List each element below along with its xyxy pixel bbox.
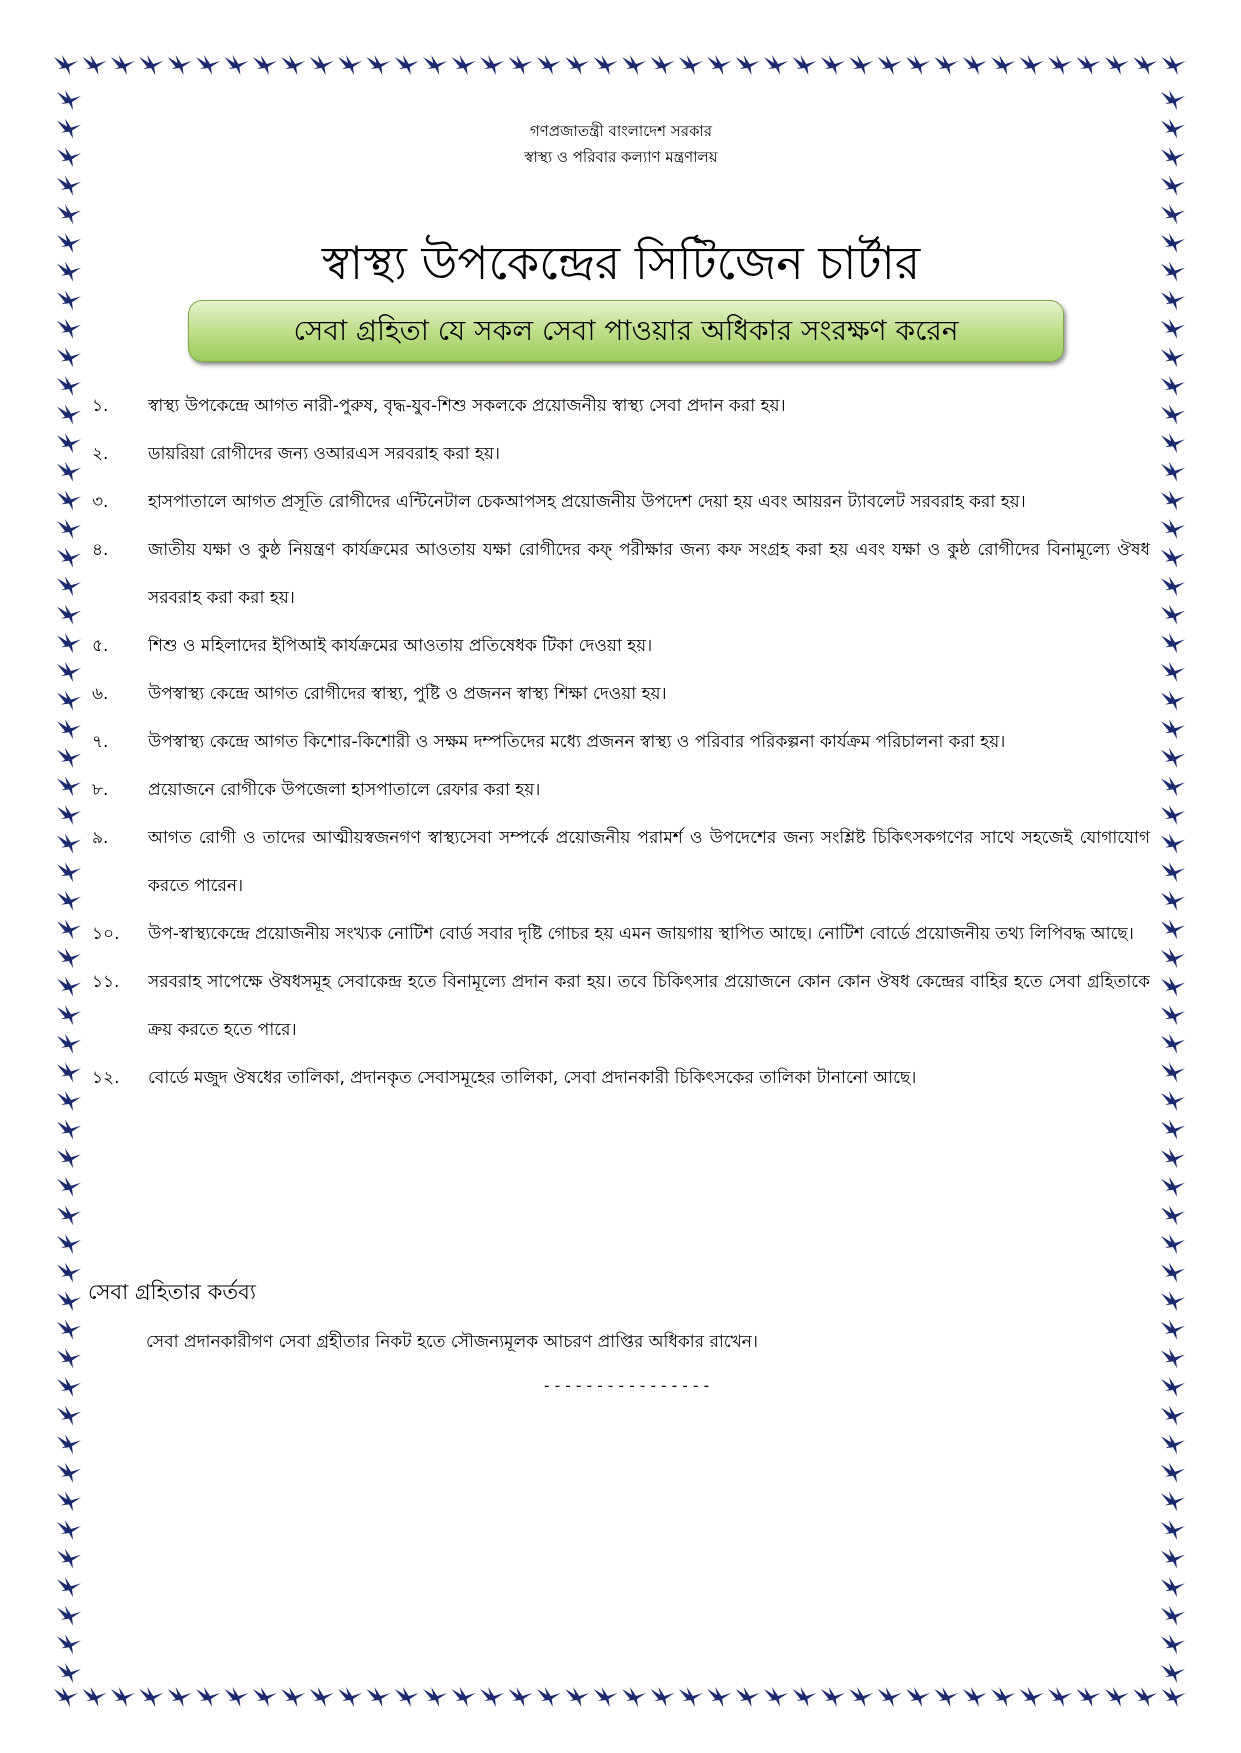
item-number: ৪. (92, 540, 109, 560)
swallow-bird-icon (1161, 1120, 1185, 1140)
swallow-bird-icon (1048, 1687, 1072, 1707)
item-text: আগত রোগী ও তাদের আত্মীয়স্বজনগণ স্বাস্থ্যসেবা সম্পর্কে প্রয়োজনীয় পরামর্শ ও উপদেশের জন্য সংশ্লিষ্ট চিকিৎসকগণের সাথে সহজেই যোগাযোগ করতে পারেন। (148, 828, 1150, 896)
swallow-bird-icon (1161, 548, 1185, 568)
swallow-bird-icon (1161, 1491, 1185, 1511)
list-item (92, 718, 1150, 766)
swallow-bird-icon (1161, 1291, 1185, 1311)
swallow-bird-icon (1161, 605, 1185, 625)
swallow-bird-icon (1161, 147, 1185, 167)
swallow-bird-icon (1161, 1434, 1185, 1454)
swallow-bird-icon (1161, 1520, 1185, 1540)
swallow-bird-icon (594, 55, 618, 75)
swallow-bird-icon (1161, 662, 1185, 682)
item-text: উপস্বাস্থ্য কেন্দ্রে আগত রোগীদের স্বাস্থ্য, পুষ্টি ও প্রজনন স্বাস্থ্য শিক্ষা দেওয়া হয়। (148, 684, 667, 704)
swallow-bird-icon (1161, 633, 1185, 653)
swallow-bird-icon (310, 1687, 334, 1707)
swallow-bird-icon (57, 1663, 81, 1683)
item-number: ৬. (92, 684, 109, 704)
swallow-bird-icon (57, 1062, 81, 1082)
swallow-bird-icon (1161, 977, 1185, 997)
swallow-bird-icon (57, 233, 81, 253)
item-number: ১. (92, 396, 109, 416)
item-number: ১০. (92, 924, 120, 944)
swallow-bird-icon (1161, 919, 1185, 939)
swallow-bird-icon (679, 55, 703, 75)
swallow-bird-icon (764, 1687, 788, 1707)
list-item (92, 526, 1150, 622)
swallow-bird-icon (821, 55, 845, 75)
swallow-bird-icon (57, 1377, 81, 1397)
swallow-bird-icon (1161, 90, 1185, 110)
swallow-bird-icon (1161, 119, 1185, 139)
swallow-bird-icon (1076, 1687, 1100, 1707)
swallow-bird-icon (736, 55, 760, 75)
swallow-bird-icon (878, 55, 902, 75)
item-text: শিশু ও মহিলাদের ইপিআই কার্যক্রমের আওতায় প্রতিষেধক টিকা দেওয়া হয়। (148, 636, 653, 656)
swallow-bird-icon (139, 1687, 163, 1707)
swallow-bird-icon (111, 1687, 135, 1707)
item-number: ১১. (92, 972, 120, 992)
swallow-bird-icon (934, 55, 958, 75)
swallow-bird-icon (57, 1177, 81, 1197)
swallow-bird-icon (395, 55, 419, 75)
swallow-bird-icon (878, 1687, 902, 1707)
swallow-bird-icon (1161, 176, 1185, 196)
swallow-bird-icon (1161, 1062, 1185, 1082)
swallow-bird-icon (1161, 204, 1185, 224)
swallow-bird-icon (57, 462, 81, 482)
swallow-bird-icon (57, 1406, 81, 1426)
swallow-bird-icon (1161, 691, 1185, 711)
swallow-bird-icon (1161, 1148, 1185, 1168)
list-item (92, 1054, 1150, 1102)
list-item (92, 670, 1150, 718)
swallow-bird-icon (1161, 1377, 1185, 1397)
swallow-bird-icon (139, 55, 163, 75)
swallow-bird-icon (1161, 1234, 1185, 1254)
swallow-bird-icon (1161, 948, 1185, 968)
list-item (92, 814, 1150, 910)
swallow-bird-icon (849, 1687, 873, 1707)
swallow-bird-icon (168, 55, 192, 75)
swallow-bird-icon (508, 1687, 532, 1707)
swallow-bird-icon (57, 834, 81, 854)
swallow-bird-icon (253, 1687, 277, 1707)
swallow-bird-icon (707, 55, 731, 75)
item-text: স্বাস্থ্য উপকেন্দ্রে আগত নারী-পুরুষ, বৃদ্ধ-যুব-শিশু সকলকে প্রয়োজনীয় স্বাস্থ্য সেবা প্রদান করা হয়। (148, 396, 786, 416)
swallow-bird-icon (1161, 834, 1185, 854)
swallow-bird-icon (57, 319, 81, 339)
swallow-bird-icon (366, 55, 390, 75)
swallow-bird-icon (57, 862, 81, 882)
swallow-bird-icon (622, 55, 646, 75)
swallow-bird-icon (565, 55, 589, 75)
swallow-bird-icon (679, 1687, 703, 1707)
swallow-bird-icon (57, 1520, 81, 1540)
swallow-bird-icon (57, 519, 81, 539)
swallow-bird-icon (1161, 490, 1185, 510)
swallow-bird-icon (57, 662, 81, 682)
swallow-bird-icon (934, 1687, 958, 1707)
swallow-bird-icon (821, 1687, 845, 1707)
swallow-bird-icon (224, 1687, 248, 1707)
swallow-bird-icon (650, 55, 674, 75)
page-title: স্বাস্থ্য উপকেন্দ্রের সিটিজেন চার্টার (321, 235, 921, 290)
item-text: প্রয়োজনে রোগীকে উপজেলা হাসপাতালে রেফার করা হয়। (148, 780, 541, 800)
swallow-bird-icon (594, 1687, 618, 1707)
item-text: সরবরাহ সাপেক্ষে ঔষধসমূহ সেবাকেন্দ্র হতে বিনামূল্যে প্রদান করা হয়। তবে চিকিৎসার প্রয়োজনে কোন কোন ঔষধ কেন্দ্রের বাহির হতে সেবা গ্রহিতাকে ক্রয় করতে হতে পারে। (148, 972, 1150, 1040)
swallow-bird-icon (57, 748, 81, 768)
item-text: উপস্বাস্থ্য কেন্দ্রে আগত কিশোর-কিশোরী ও সক্ষম দম্পতিদের মধ্যে প্রজনন স্বাস্থ্য ও পরিবার পরিকল্পনা কার্যক্রম পরিচালনা করা হয়। (148, 732, 1006, 752)
item-number: ৮. (92, 780, 109, 800)
ministry-name: স্বাস্থ্য ও পরিবার কল্যাণ মন্ত্রণালয় (524, 148, 718, 166)
swallow-bird-icon (57, 776, 81, 796)
swallow-bird-icon (196, 55, 220, 75)
swallow-bird-icon (57, 691, 81, 711)
swallow-bird-icon (1161, 776, 1185, 796)
swallow-bird-icon (57, 977, 81, 997)
swallow-bird-icon (1161, 233, 1185, 253)
page-border-right (1154, 48, 1192, 1718)
swallow-bird-icon (508, 55, 532, 75)
swallow-bird-icon (57, 1005, 81, 1025)
item-text: হাসপাতালে আগত প্রসূতি রোগীদের এন্টিনেটাল চেকআপসহ প্রয়োজনীয় উপদেশ দেয়া হয় এবং আয়রন ট্যাবলেট সরবরাহ করা হয়। (148, 492, 1026, 512)
swallow-bird-icon (537, 1687, 561, 1707)
swallow-bird-icon (1161, 862, 1185, 882)
item-number: ১২. (92, 1068, 120, 1088)
swallow-bird-icon (1161, 1263, 1185, 1283)
swallow-bird-icon (1161, 576, 1185, 596)
item-number: ২. (92, 444, 109, 464)
swallow-bird-icon (1161, 719, 1185, 739)
swallow-bird-icon (991, 1687, 1015, 1707)
swallow-bird-icon (57, 1577, 81, 1597)
swallow-bird-icon (57, 548, 81, 568)
swallow-bird-icon (57, 605, 81, 625)
swallow-bird-icon (565, 1687, 589, 1707)
item-text: জাতীয় যক্ষা ও কুষ্ঠ নিয়ন্ত্রণ কার্যক্রমের আওতায় যক্ষা রোগীদের কফ্ পরীক্ষার জন্য কফ সংগ্রহ করা হয় এবং যক্ষা ও কুষ্ঠ রোগীদের বিনামূল্যে ঔষধ সরবরাহ করা করা হয়। (148, 540, 1150, 608)
swallow-bird-icon (57, 1091, 81, 1111)
swallow-bird-icon (1161, 1406, 1185, 1426)
swallow-bird-icon (906, 55, 930, 75)
swallow-bird-icon (57, 1205, 81, 1225)
swallow-bird-icon (1161, 462, 1185, 482)
swallow-bird-icon (281, 1687, 305, 1707)
swallow-bird-icon (537, 55, 561, 75)
swallow-bird-icon (792, 1687, 816, 1707)
swallow-bird-border-icon (50, 48, 88, 1718)
swallow-bird-icon (1076, 55, 1100, 75)
swallow-bird-border-icon (50, 1680, 1192, 1718)
end-divider: ---------------- (542, 1376, 713, 1395)
swallow-bird-icon (196, 1687, 220, 1707)
swallow-bird-icon (1161, 748, 1185, 768)
swallow-bird-icon (253, 55, 277, 75)
swallow-bird-icon (1161, 1034, 1185, 1054)
swallow-bird-icon (963, 1687, 987, 1707)
swallow-bird-icon (57, 347, 81, 367)
swallow-bird-icon (906, 1687, 930, 1707)
swallow-bird-icon (1161, 1177, 1185, 1197)
swallow-bird-icon (1161, 347, 1185, 367)
swallow-bird-icon (452, 55, 476, 75)
item-number: ৯. (92, 828, 109, 848)
swallow-bird-icon (764, 55, 788, 75)
swallow-bird-icon (57, 119, 81, 139)
duties-heading: সেবা গ্রহিতার কর্তব্য (88, 1280, 256, 1304)
swallow-bird-icon (1161, 1634, 1185, 1654)
swallow-bird-icon (57, 433, 81, 453)
swallow-bird-icon (1161, 1091, 1185, 1111)
swallow-bird-icon (1161, 376, 1185, 396)
swallow-bird-icon (57, 376, 81, 396)
swallow-bird-icon (622, 1687, 646, 1707)
swallow-bird-icon (57, 891, 81, 911)
swallow-bird-icon (57, 1034, 81, 1054)
list-item (92, 910, 1150, 958)
item-number: ৭. (92, 732, 109, 752)
swallow-bird-icon (57, 90, 81, 110)
duties-text: সেবা প্রদানকারীগণ সেবা গ্রহীতার নিকট হতে সৌজন্যমূলক আচরণ প্রাপ্তির অধিকার রাখেন। (146, 1332, 758, 1352)
swallow-bird-icon (57, 405, 81, 425)
item-text: বোর্ডে মজুদ ঔষধের তালিকা, প্রদানকৃত সেবাসমূহের তালিকা, সেবা প্রদানকারী চিকিৎসকের তালিকা টানানো আছে। (148, 1068, 917, 1088)
list-item (92, 478, 1150, 526)
swallow-bird-icon (480, 55, 504, 75)
swallow-bird-icon (224, 55, 248, 75)
swallow-bird-icon (1161, 405, 1185, 425)
swallow-bird-icon (57, 1434, 81, 1454)
swallow-bird-icon (57, 1606, 81, 1626)
item-number: ৩. (92, 492, 109, 512)
swallow-bird-icon (366, 1687, 390, 1707)
swallow-bird-icon (1161, 319, 1185, 339)
swallow-bird-icon (57, 204, 81, 224)
swallow-bird-icon (57, 948, 81, 968)
swallow-bird-icon (1161, 1577, 1185, 1597)
subtitle-text: সেবা গ্রহিতা যে সকল সেবা পাওয়ার অধিকার সংরক্ষণ করেন (293, 314, 959, 347)
swallow-bird-icon (57, 290, 81, 310)
swallow-bird-icon (57, 1263, 81, 1283)
swallow-bird-icon (1161, 290, 1185, 310)
swallow-bird-icon (338, 1687, 362, 1707)
swallow-bird-icon (57, 1634, 81, 1654)
swallow-bird-icon (1161, 1005, 1185, 1025)
swallow-bird-icon (1105, 1687, 1129, 1707)
swallow-bird-icon (57, 1463, 81, 1483)
item-text: উপ-স্বাস্থ্যকেন্দ্রে প্রয়োজনীয় সংখ্যক নোটিশ বোর্ড সবার দৃষ্টি গোচর হয় এমন জায়গায় স্থাপিত আছে। নোটিশ বোর্ডে প্রয়োজনীয় তথ্য লিপিবদ্ধ আছে। (148, 924, 1134, 944)
page-border-bottom (50, 1680, 1192, 1718)
item-text: ডায়রিয়া রোগীদের জন্য ওআরএস সরবরাহ করা হয়। (148, 444, 500, 464)
swallow-bird-icon (991, 55, 1015, 75)
swallow-bird-icon (650, 1687, 674, 1707)
swallow-bird-icon (57, 1120, 81, 1140)
swallow-bird-icon (1048, 55, 1072, 75)
swallow-bird-icon (1161, 262, 1185, 282)
swallow-bird-icon (57, 805, 81, 825)
service-list (92, 382, 1150, 1102)
swallow-bird-icon (707, 1687, 731, 1707)
list-item (92, 430, 1150, 478)
swallow-bird-icon (480, 1687, 504, 1707)
swallow-bird-icon (1161, 1606, 1185, 1626)
swallow-bird-icon (1161, 1663, 1185, 1683)
subtitle-banner (188, 300, 1064, 362)
swallow-bird-icon (1161, 1463, 1185, 1483)
swallow-bird-icon (1161, 891, 1185, 911)
swallow-bird-icon (57, 1491, 81, 1511)
list-item (92, 382, 1150, 430)
swallow-bird-icon (736, 1687, 760, 1707)
swallow-bird-icon (57, 719, 81, 739)
swallow-bird-icon (1161, 433, 1185, 453)
swallow-bird-icon (395, 1687, 419, 1707)
swallow-bird-icon (57, 262, 81, 282)
swallow-bird-icon (1105, 55, 1129, 75)
page-border-top (50, 48, 1192, 86)
swallow-bird-border-icon (1154, 48, 1192, 1718)
swallow-bird-icon (57, 576, 81, 596)
swallow-bird-icon (1161, 519, 1185, 539)
swallow-bird-icon (1161, 1320, 1185, 1340)
swallow-bird-icon (57, 147, 81, 167)
swallow-bird-icon (849, 55, 873, 75)
swallow-bird-icon (57, 1148, 81, 1168)
swallow-bird-icon (1161, 1348, 1185, 1368)
swallow-bird-icon (57, 1549, 81, 1569)
swallow-bird-icon (792, 55, 816, 75)
swallow-bird-icon (1161, 805, 1185, 825)
swallow-bird-icon (281, 55, 305, 75)
item-number: ৫. (92, 636, 109, 656)
list-item (92, 622, 1150, 670)
swallow-bird-icon (1020, 1687, 1044, 1707)
swallow-bird-icon (57, 633, 81, 653)
swallow-bird-icon (963, 55, 987, 75)
swallow-bird-icon (57, 176, 81, 196)
swallow-bird-icon (310, 55, 334, 75)
swallow-bird-icon (57, 1348, 81, 1368)
swallow-bird-icon (57, 1234, 81, 1254)
swallow-bird-icon (111, 55, 135, 75)
swallow-bird-icon (57, 1320, 81, 1340)
list-item (92, 958, 1150, 1054)
swallow-bird-icon (1020, 55, 1044, 75)
page-border-left (50, 48, 88, 1718)
swallow-bird-icon (57, 1291, 81, 1311)
swallow-bird-icon (1161, 1549, 1185, 1569)
swallow-bird-icon (1161, 1205, 1185, 1225)
swallow-bird-icon (338, 55, 362, 75)
swallow-bird-icon (57, 919, 81, 939)
swallow-bird-icon (168, 1687, 192, 1707)
swallow-bird-border-icon (50, 48, 1192, 86)
list-item (92, 766, 1150, 814)
swallow-bird-icon (423, 1687, 447, 1707)
swallow-bird-icon (57, 490, 81, 510)
swallow-bird-icon (423, 55, 447, 75)
swallow-bird-icon (452, 1687, 476, 1707)
government-name: গণপ্রজাতন্ত্রী বাংলাদেশ সরকার (529, 122, 713, 140)
